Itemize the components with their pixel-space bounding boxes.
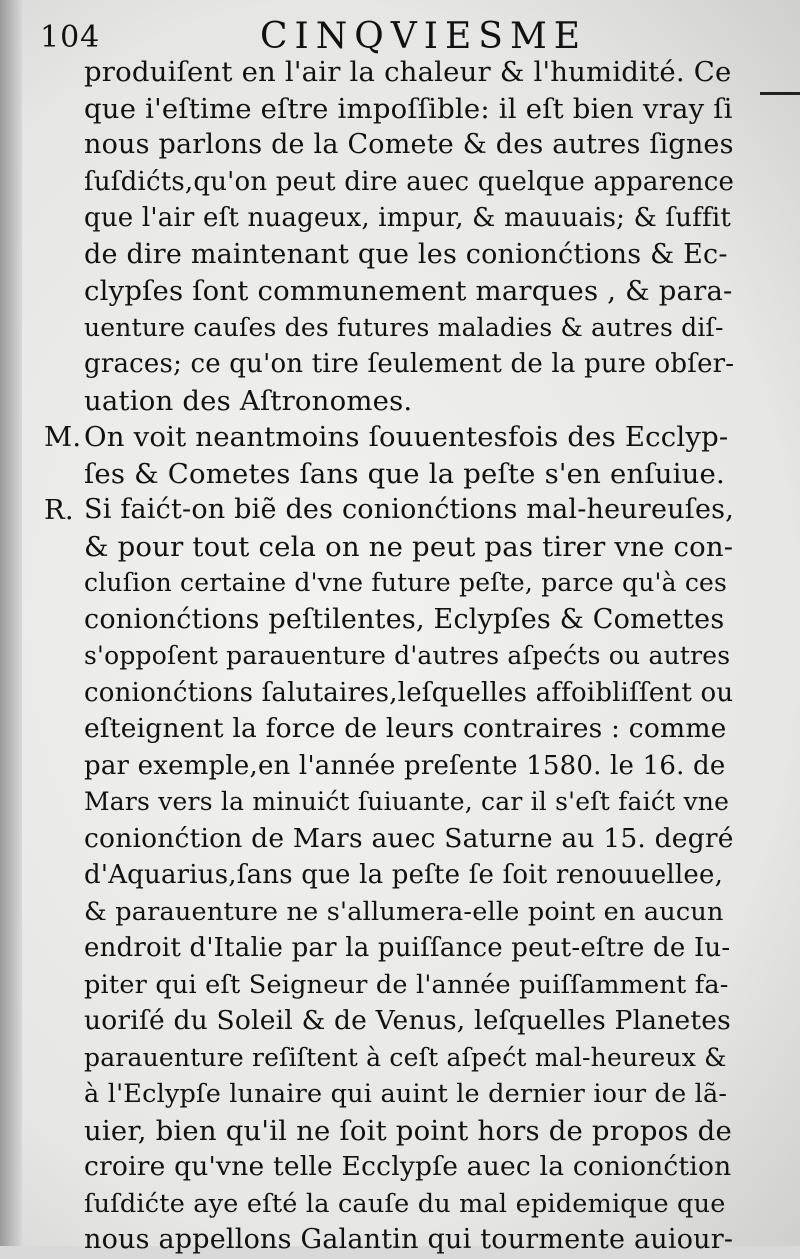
- text-line: [44, 383, 734, 420]
- text-line: [44, 967, 734, 1004]
- text-line: [44, 200, 734, 237]
- text-line: [44, 1040, 734, 1077]
- running-head: CINQVIESME: [260, 16, 588, 57]
- text-line: [44, 638, 734, 675]
- line-text: que i'eſtime eſtre impoſſible: il eſt bien vray ſi: [84, 92, 733, 125]
- line-text: clypſes ſont communement marques , & para-: [84, 275, 733, 307]
- line-text: que l'air eſt nuageux, impur, & mauuais; & ſuffit: [84, 203, 731, 233]
- text-line: [44, 310, 734, 347]
- line-text: eſteignent la force de leurs contraires : comme: [84, 713, 727, 744]
- text-line: [44, 784, 734, 821]
- text-line: [44, 1222, 734, 1259]
- line-text: ſes & Cometes ſans que la peſte s'en enſuiue.: [84, 457, 725, 490]
- line-text: uoriſé du Soleil & de Venus, leſquelles Planetes: [84, 1005, 731, 1036]
- line-text: piter qui eſt Seigneur de l'année puiſſamment fa-: [84, 969, 729, 1000]
- text-line: [44, 821, 734, 858]
- page-number: 104: [40, 20, 101, 55]
- line-text: endroit d'Italie par la puiſſance peut-eſtre de Iu-: [84, 933, 731, 963]
- text-line: [44, 419, 734, 456]
- line-text: nous appellons Galantin qui tourmente auiour-: [84, 1224, 734, 1255]
- text-line: [44, 1076, 734, 1113]
- text-line: [44, 857, 734, 894]
- text-line: [44, 1113, 734, 1150]
- text-line: [44, 529, 734, 566]
- page-spine-shadow: [0, 0, 22, 1246]
- text-line: [44, 1003, 734, 1040]
- speaker-label: R.: [44, 494, 74, 526]
- line-text: & parauenture ne s'allumera-elle point en aucun: [84, 896, 724, 927]
- text-line: [44, 1186, 734, 1223]
- line-text: Mars vers la minuićt ſuiuante, car il s'eſt faićt vne: [84, 787, 730, 816]
- line-text: uation des Aſtronomes.: [84, 384, 413, 417]
- text-line: [44, 273, 734, 310]
- line-text: nous parlons de la Comete & des autres ſignes: [84, 129, 734, 160]
- text-line: [44, 237, 734, 274]
- speaker-label: M.: [44, 421, 82, 453]
- line-text: conionćtion de Mars auec Saturne au 15. degré: [84, 822, 734, 854]
- margin-mark: [760, 92, 800, 95]
- text-line: [44, 565, 734, 602]
- line-text: uenture cauſes des futures maladies & autres diſ-: [84, 312, 724, 342]
- line-text: On voit neantmoins ſouuentesfois des Ecclyp-: [84, 421, 729, 453]
- line-text: conionćtions ſalutaires,leſquelles affoibliſſent ou: [84, 677, 734, 708]
- text-line: [44, 602, 734, 639]
- text-line: [44, 54, 734, 91]
- line-text: par exemple,en l'année preſente 1580. le 16. de: [84, 750, 726, 781]
- text-line: [44, 1149, 734, 1186]
- page-header: [40, 14, 740, 58]
- text-line: [44, 127, 734, 164]
- text-line: [44, 675, 734, 712]
- line-text: de dire maintenant que les conionćtions & Ec-: [84, 238, 728, 270]
- line-text: conionćtions peſtilentes, Eclypſes & Comettes: [84, 603, 725, 635]
- text-line: [44, 930, 734, 967]
- text-line: [44, 894, 734, 931]
- text-line: [44, 91, 734, 128]
- line-text: d'Aquarius,ſans que la peſte ſe ſoit renouuellee,: [84, 860, 724, 890]
- line-text: croire qu'vne telle Ecclypſe auec la conionćtion: [84, 1151, 732, 1182]
- line-text: cluſion certaine d'vne future peſte, parce qu'à ces: [84, 568, 728, 597]
- line-text: à l'Eclypſe lunaire qui auint le dernier iour de lã-: [84, 1079, 728, 1109]
- text-line: [44, 492, 734, 529]
- line-text: Si faićt-on biẽ des conionćtions mal-heureuſes,: [84, 494, 734, 525]
- text-line: [44, 164, 734, 201]
- line-text: parauenture reſiſtent à ceſt aſpećt mal-heureux &: [84, 1042, 727, 1072]
- line-text: ſuſdićte aye eſté la cauſe du mal epidemique que: [84, 1188, 726, 1219]
- line-text: uier, bien qu'il ne ſoit point hors de propos de: [84, 1114, 732, 1147]
- text-line: [44, 711, 734, 748]
- text-line: [44, 346, 734, 383]
- line-text: & pour tout cela on ne peut pas tirer vne con-: [84, 530, 734, 563]
- text-line: [44, 456, 734, 493]
- line-text: graces; ce qu'on tire ſeulement de la pure obſer-: [84, 349, 735, 379]
- text-line: [44, 748, 734, 785]
- line-text: s'oppoſent parauenture d'autres aſpećts ou autres: [84, 641, 731, 670]
- line-text: produiſent en l'air la chaleur & l'humidité. Ce: [84, 56, 732, 88]
- body-text: [44, 54, 734, 1259]
- line-text: ſuſdićts,qu'on peut dire auec quelque apparence: [84, 166, 735, 197]
